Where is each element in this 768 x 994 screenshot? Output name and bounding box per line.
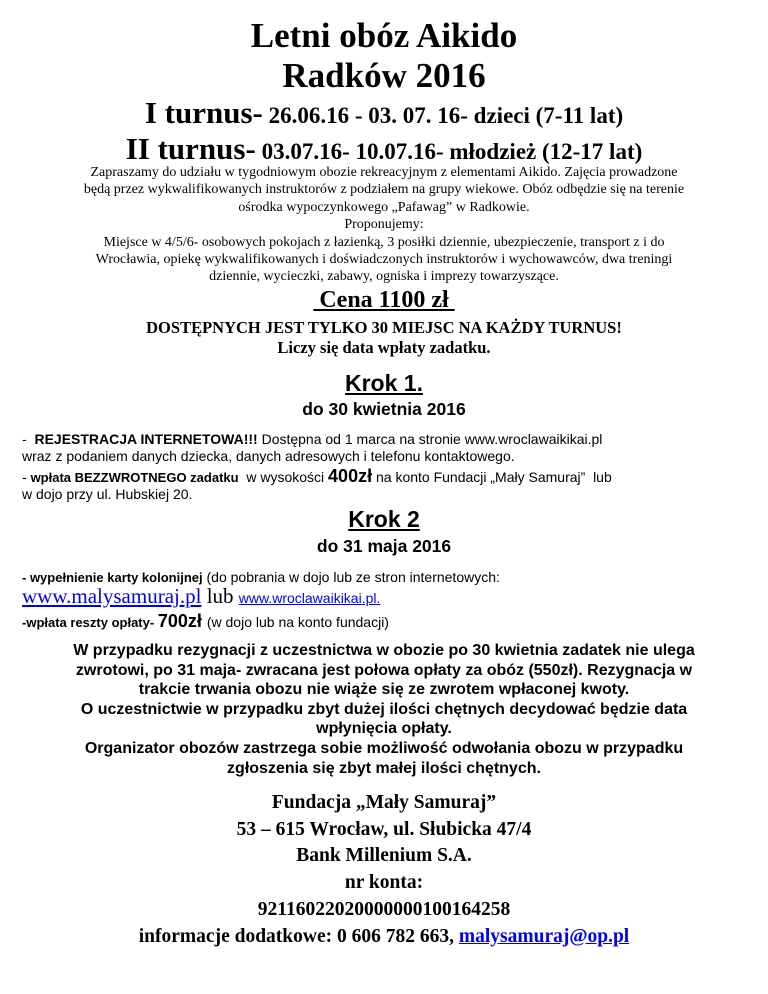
step-2-deadline: do 31 maja 2016 <box>316 536 452 556</box>
step-2-links: www.malysamuraj.pl lub www.wroclawaikikai.pl. <box>22 584 381 608</box>
turnus-1-details: 26.06.16 - 03. 07. 16- dzieci (7-11 lat) <box>262 103 624 128</box>
account-number: 92116022020000000100164258 <box>257 898 511 920</box>
registration-text-2: wraz z podaniem danych dziecka, danych adresowych i telefonu kontaktowego. <box>22 448 515 464</box>
card-label: - wypełnienie karty kolonijnej <box>22 570 203 585</box>
page-title <box>0 16 768 96</box>
title-line-2: Radków 2016 <box>282 56 486 95</box>
resignation-notice <box>0 641 768 778</box>
price-block <box>0 287 768 314</box>
step-1-heading: Krok 1. <box>345 370 423 396</box>
intro-line: dziennie, wycieczki, zabawy, ogniska i imprezy towarzyszące. <box>209 269 559 285</box>
step-1-heading-block <box>0 370 768 397</box>
rest-label: -wpłata reszty opłaty- <box>22 615 158 630</box>
registration-label: REJESTRACJA INTERNETOWA!!! <box>34 431 258 447</box>
places-line: DOSTĘPNYCH JEST TYLKO 30 MIEJSC NA KAŻDY TURNUS! <box>146 318 622 337</box>
notice-line: O uczestnictwie w przypadku zbyt dużej ilości chętnych decydować będzie data <box>80 700 688 718</box>
intro-line: Proponujemy: <box>344 217 424 233</box>
email-link[interactable]: malysamuraj@op.pl <box>458 925 630 947</box>
step-2-heading: Krok 2 <box>348 506 420 532</box>
notice-line: trakcie trwania obozu nie wiąże się ze zwrotem wpłaconej kwoty. <box>138 681 630 699</box>
turnus-2-details: 03.07.16- 10.07.16- młodzież (12-17 lat) <box>255 139 643 164</box>
title-line-1: Letni obóz Aikido <box>250 16 518 55</box>
foundation-address: 53 – 615 Wrocław, ul. Słubicka 47/4 <box>236 818 532 840</box>
deposit-text-2: w dojo przy ul. Hubskiej 20. <box>22 486 193 502</box>
turnus-1-label: I turnus- <box>144 95 263 130</box>
intro-line: będą przez wykwalifikowanych instruktorów z podziałem na grupy wiekowe. Obóz odbędzie się na terenie <box>83 182 685 198</box>
rest-amount: 700zł <box>157 611 207 631</box>
places-notice <box>0 318 768 358</box>
malysamuraj-link[interactable]: www.malysamuraj.pl <box>22 584 202 608</box>
registration-text: Dostępna od 1 marca na stronie www.wroclawaikikai.pl <box>257 431 603 447</box>
deposit-label: wpłata BEZZWROTNEGO zadatku <box>30 470 239 485</box>
intro-line: Wrocławia, opiekę wykwalifikowanych i doświadczonych instruktorów i wychowawców, dwa treningi <box>95 252 673 268</box>
step-2-rest-payment <box>22 610 748 634</box>
notice-line: Organizator obozów zastrzega sobie możliwość odwołania obozu w przypadku <box>84 739 684 757</box>
foundation-name: Fundacja „Mały Samuraj” <box>271 792 497 813</box>
step-1-deposit: - wpłata BEZZWROTNEGO zadatku w wysokości 400zł na konto Fundacji „Mały Samuraj” lub w dojo przy ul. Hubskiej 20. <box>22 468 748 503</box>
deposit-amount: 400zł <box>328 466 373 486</box>
notice-line: zgłoszenia się zbyt małej ilości chętnych. <box>227 759 541 777</box>
card-text: (do pobrania w dojo lub ze stron internetowych: <box>202 569 500 585</box>
step-1-registration: - REJESTRACJA INTERNETOWA!!! Dostępna od 1 marca na stronie www.wroclawaikikai.pl wraz z podaniem danych dziecka, danych adresowych i telefonu kontaktowego. <box>22 431 748 465</box>
rest-text: (w dojo lub na konto fundacji) <box>206 614 389 630</box>
intro-paragraph <box>20 164 748 286</box>
account-label: nr konta: <box>344 872 424 894</box>
turnus-2-label: II turnus- <box>125 131 256 166</box>
notice-line: zwrotowi, po 31 maja- zwracana jest połowa opłaty za obóz (550zł). Rezygnacja w <box>75 661 693 679</box>
step-1-deadline: do 30 kwietnia 2016 <box>302 399 466 419</box>
price-label: Cena 1100 zł <box>313 287 455 313</box>
step-2-heading-block <box>0 506 768 533</box>
contact-info: informacje dodatkowe: 0 606 782 663, malysamuraj@op.pl <box>138 925 630 947</box>
foundation-footer <box>0 790 768 950</box>
wroclawaikikai-link[interactable]: www.wroclawaikikai.pl. <box>238 590 381 606</box>
intro-line: ośrodka wypoczynkowego „Pafawag” w Radkowie. <box>238 199 530 215</box>
turnus-1-line <box>0 96 768 136</box>
intro-line: Miejsce w 4/5/6- osobowych pokojach z łazienką, 3 posiłki dziennie, ubezpieczenie, transport z i do <box>103 234 665 250</box>
notice-line: W przypadku rezygnacji z uczestnictwa w obozie po 30 kwietnia zadatek nie ulega <box>73 642 695 659</box>
deposit-note: Liczy się data wpłaty zadatku. <box>277 338 491 357</box>
intro-line: Zapraszamy do udziału w tygodniowym obozie rekreacyjnym z elementami Aikido. Zajęcia prowadzone <box>90 165 678 180</box>
bank-name: Bank Millenium S.A. <box>296 845 472 867</box>
notice-line: wpłynięcia opłaty. <box>316 720 452 738</box>
